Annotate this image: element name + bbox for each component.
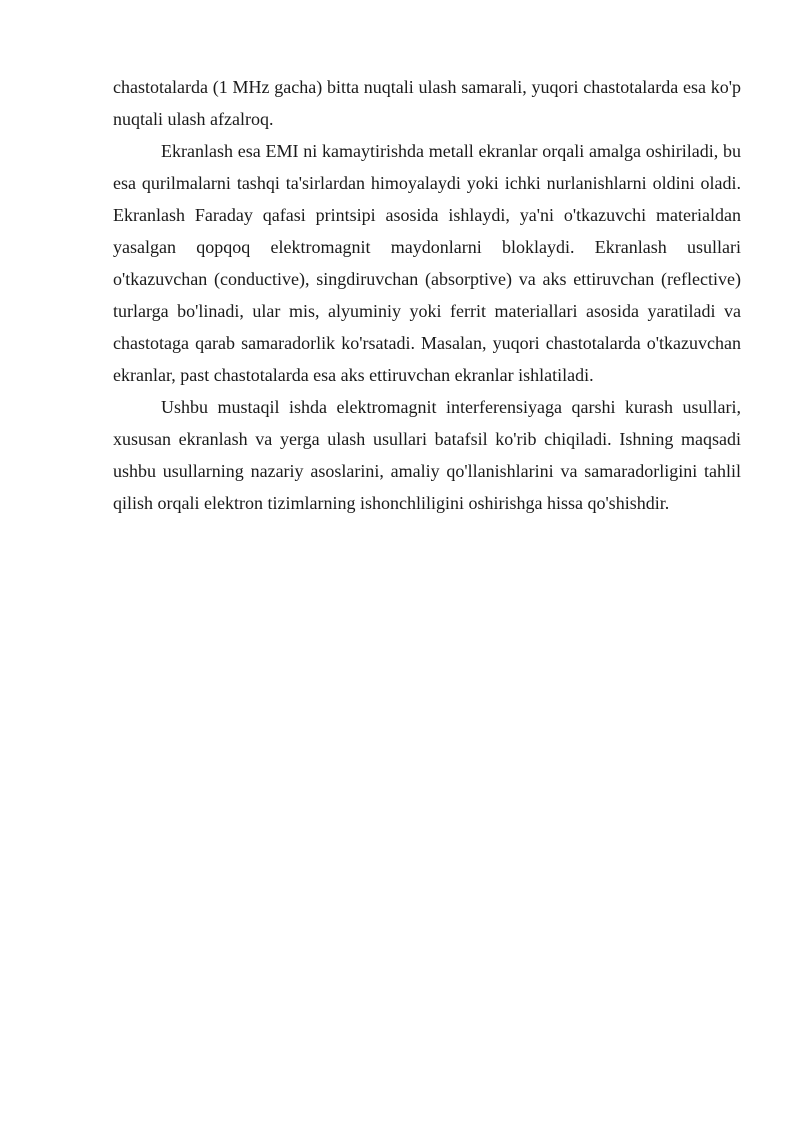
body-text: [113, 71, 741, 519]
paragraph-continuation: chastotalarda (1 MHz gacha) bitta nuqtali ulash samarali, yuqori chastotalarda esa ko'p nuqtali ulash afzalroq.: [113, 77, 741, 129]
paragraph-objective: Ushbu mustaqil ishda elektromagnit interferensiyaga qarshi kurash usullari, xususan ekranlash va yerga ulash usullari batafsil ko'rib chiqiladi. Ishning maqsadi ushbu usullarning nazariy asoslarini, amaliy qo'llanishlarini va samaradorligini tahlil qilish orqali elektron tizimlarning ishonchliligini oshirishga hissa qo'shishdir.: [113, 397, 741, 513]
paragraph-shielding: Ekranlash esa EMI ni kamaytirishda metall ekranlar orqali amalga oshiriladi, bu esa qurilmalarni tashqi ta'sirlardan himoyalaydi yoki ichki nurlanishlarni oldini oladi. Ekranlash Faraday qafasi printsipi asosida ishlaydi, ya'ni o'tkazuvchi materialdan yasalgan qopqoq elektromagnit maydonlarni bloklaydi. Ekranlash usullari o'tkazuvchan (conductive), singdiruvchan (absorptive) va aks ettiruvchan (reflective) turlarga bo'linadi, ular mis, alyuminiy yoki ferrit materiallari asosida yaratiladi va chastotaga qarab samaradorlik ko'rsatadi. Masalan, yuqori chastotalarda o'tkazuvchan ekranlar, past chastotalarda esa aks ettiruvchan ekranlar ishlatiladi.: [113, 141, 741, 385]
